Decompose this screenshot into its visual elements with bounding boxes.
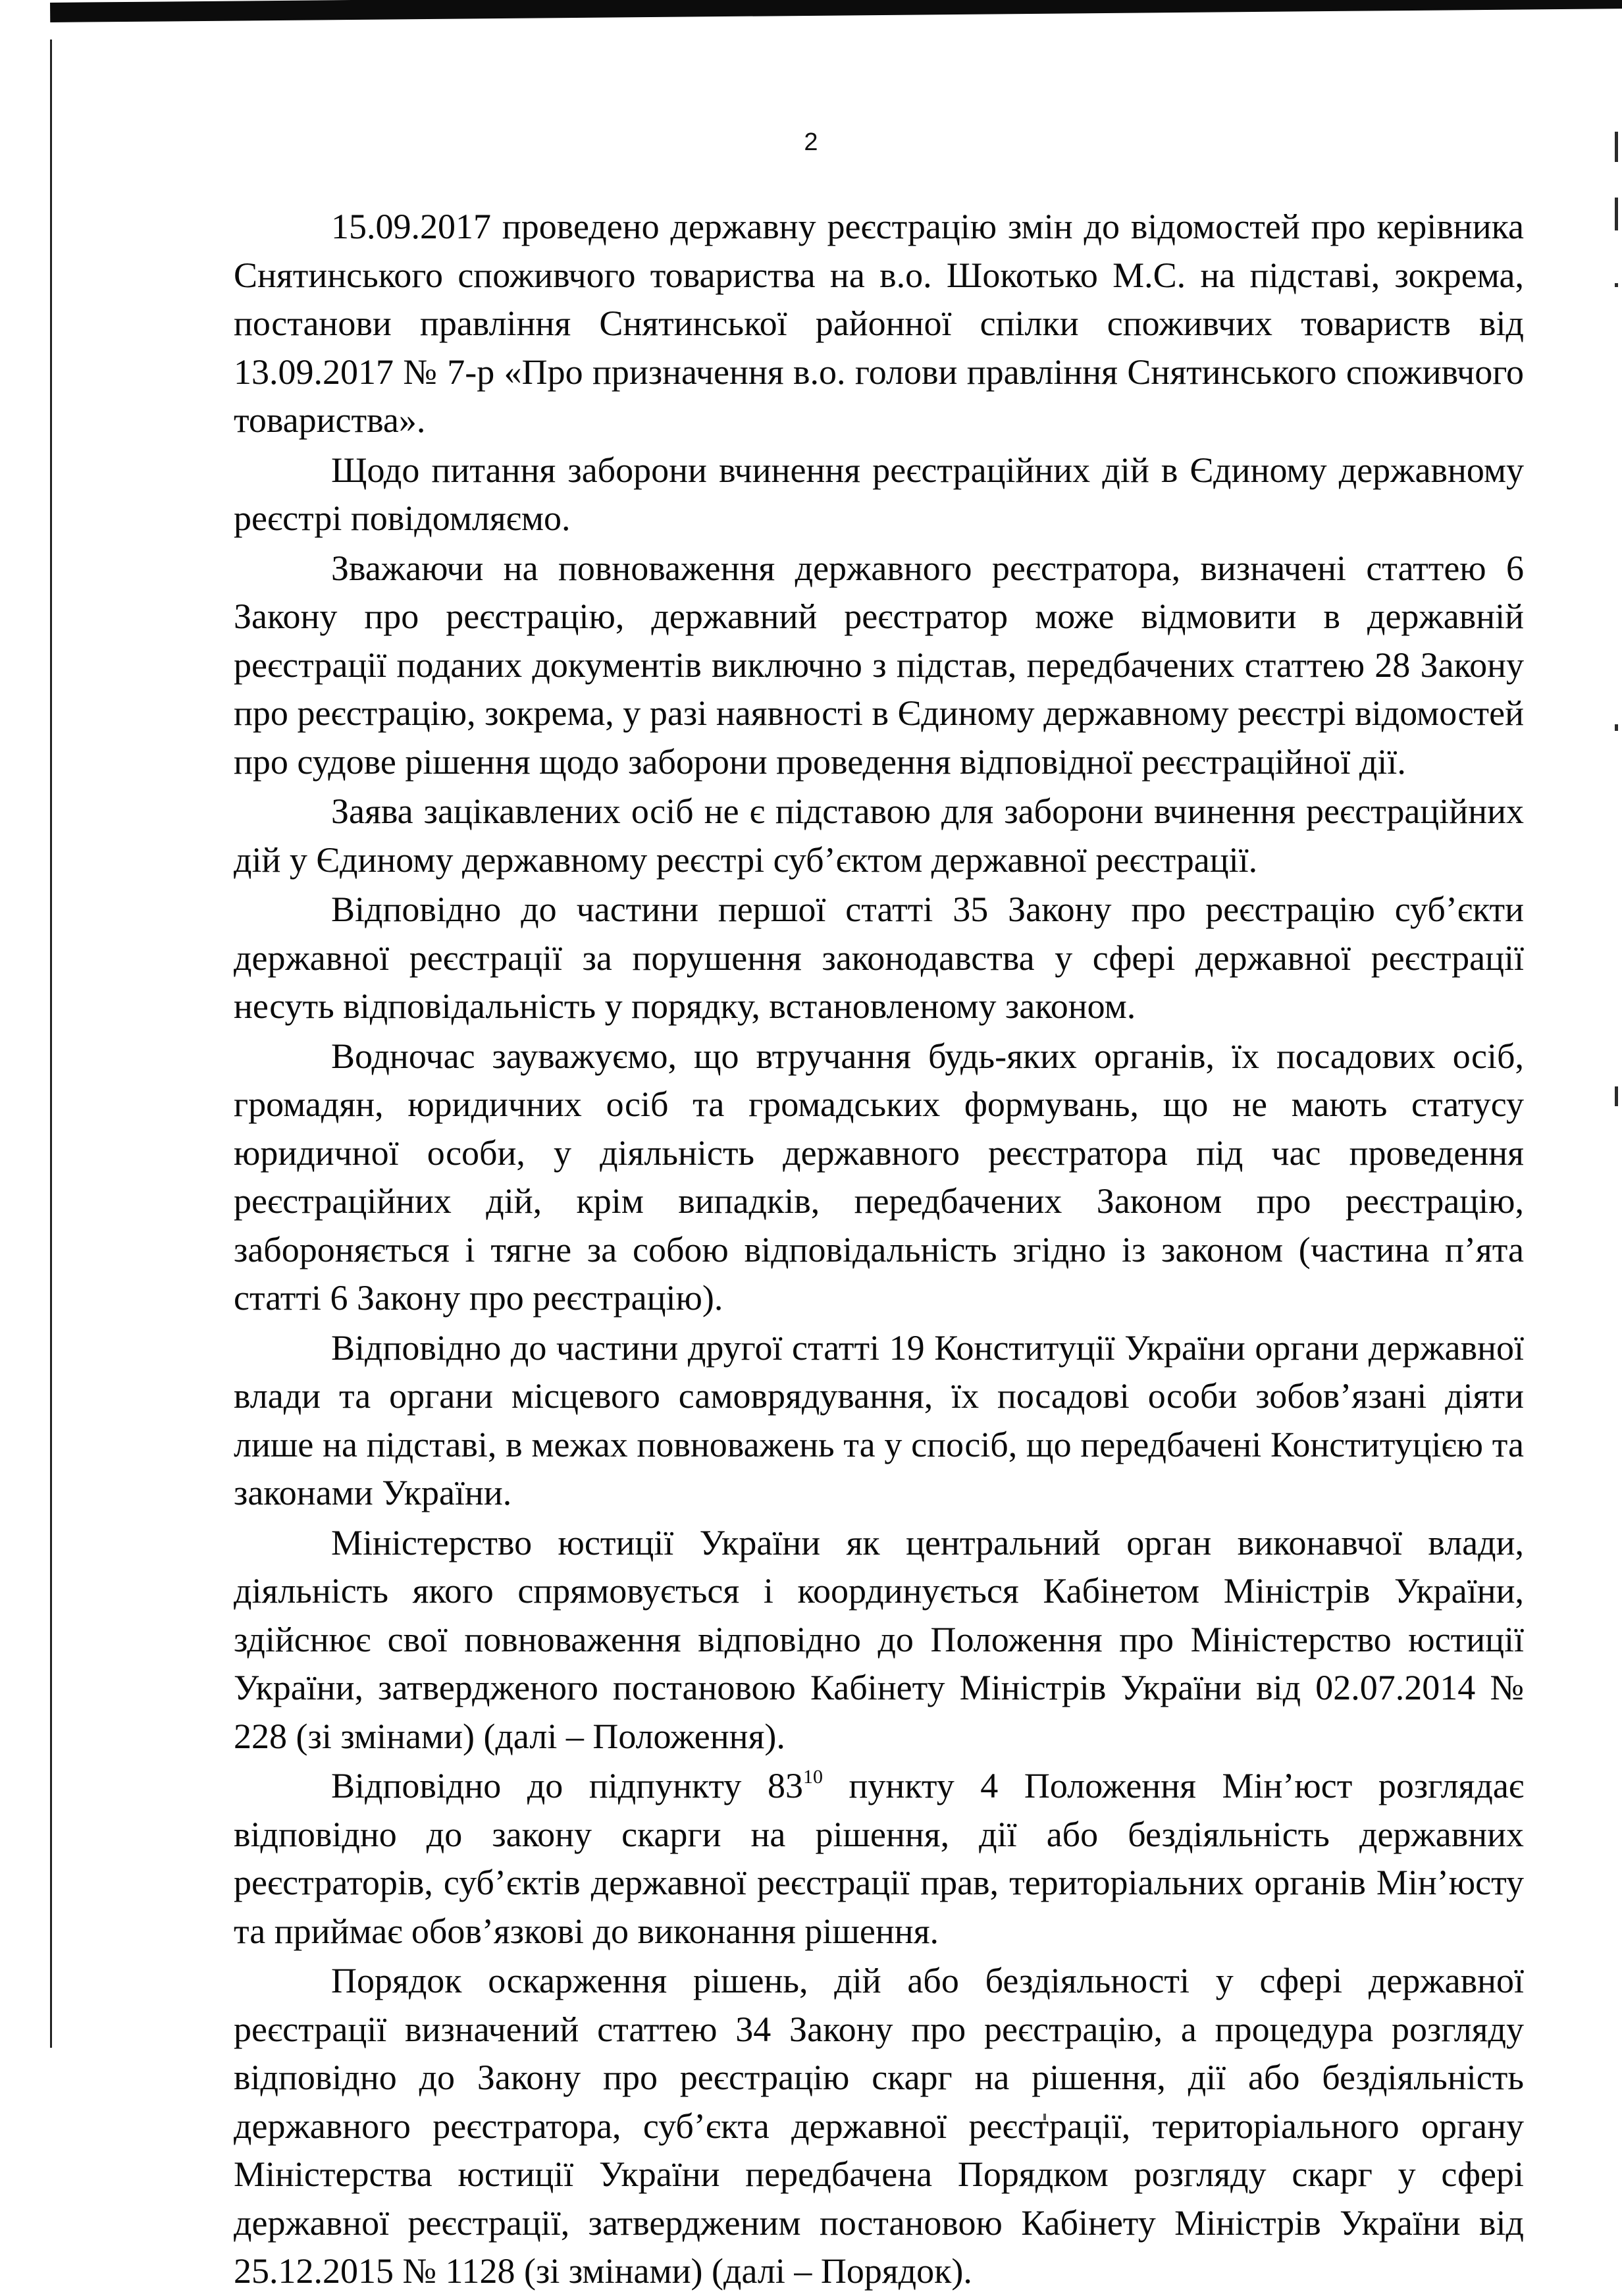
paragraph: 15.09.2017 проведено державну реєстрацію змін до відомостей про керівника Снятинського споживчого товариства на в.о. Шокотько М.С. на підставі, зокрема, постанови правління Снятинської районної спілки споживчих товариств від 13.09.2017 № 7-р «Про призначення в.о. голови правління Снятинського споживчого товариства». [234,207,1524,440]
scan-artifact-right-mark [1615,1086,1618,1106]
document-body [234,203,1524,2296]
scan-artifact-right-mark [1615,198,1618,230]
paragraph [234,1762,1524,1956]
paragraph: Щодо питання заборони вчинення реєстраційних дій в Єдиному державному реєстрі повідомляємо. [234,450,1524,538]
paragraph: Відповідно до частини другої статті 19 Конституції України органи державної влади та органи місцевого самоврядування, їх посадові особи зобов’язані діяти лише на підставі, в межах повноважень та у спосіб, що передбачені Конституцією та законами України. [234,1327,1524,1512]
paragraph: Заява зацікавлених осіб не є підставою для заборони вчинення реєстраційних дій у Єдиному державному реєстрі суб’єктом державної реєстрації. [234,791,1524,880]
paragraph: Міністерство юстиції України як центральний орган виконавчої влади, діяльність якого спрямовується і координується Кабінетом Міністрів України, здійснює свої повноваження відповідно до Положення про Міністерство юстиції України, затвердженого постановою Кабінету Міністрів України від 02.07.2014 № 228 (зі змінами) (далі – Положення). [234,1522,1524,1756]
scan-artifact-right-mark [1615,724,1618,731]
paragraph: Відповідно до частини першої статті 35 Закону про реєстрацію суб’єкти державної реєстрації за порушення законодавства у сфері державної реєстрації несуть відповідальність у порядку, встановленому законом. [234,890,1524,1026]
page-number: 2 [804,128,818,156]
paragraph: Зважаючи на повноваження державного реєстратора, визначені статтею 6 Закону про реєстрацію, державний реєстратор може відмовити в державній реєстрації поданих документів виключно з підстав, передбачених статтею 28 Закону про реєстрацію, зокрема, у разі наявності в Єдиному державному реєстрі відомостей про судове рішення щодо заборони проведення відповідної реєстраційної дії. [234,548,1524,782]
paragraph: Порядок оскарження рішень, дій або бездіяльності у сфері державної реєстрації визначений статтею 34 Закону про реєстрацію, а процедура розгляду відповідно до Закону про реєстрацію скарг на рішення, дії або бездіяльність державного реєстратора, суб’єкта державної реєстрації, територіального органу Міністерства юстиції України передбачена Порядком розгляду скарг у сфері державної реєстрації, затвердженим постановою Кабінету Міністрів України від 25.12.2015 № 1128 (зі змінами) (далі – Порядок). [234,1961,1524,2291]
scan-artifact-right-mark [1615,283,1618,287]
paragraph-text: пункту 4 Положення Мін’юст розглядає відповідно до закону скарги на рішення, дії або бездіяльність державних реєстраторів, суб’єктів державної реєстрації прав, територіальних органів Мін’юсту та приймає обов’язкові до виконання рішення. [234,1766,1524,1951]
paragraph: Водночас зауважуємо, що втручання будь-яких органів, їх посадових осіб, громадян, юридичних осіб та громадських формувань, що не мають статусу юридичної особи, у діяльність державного реєстратора під час проведення реєстраційних дій, крім випадків, передбачених Законом про реєстрацію, забороняється і тягне за собою відповідальність згідно із законом (частина п’ята статті 6 Закону про реєстрацію). [234,1036,1524,1318]
paragraph-text: Відповідно до підпункту 83 [331,1766,803,1805]
scan-artifact-left-edge [50,40,52,2048]
scan-artifact-top-bar [50,0,1622,22]
superscript: 10 [802,1766,823,1788]
